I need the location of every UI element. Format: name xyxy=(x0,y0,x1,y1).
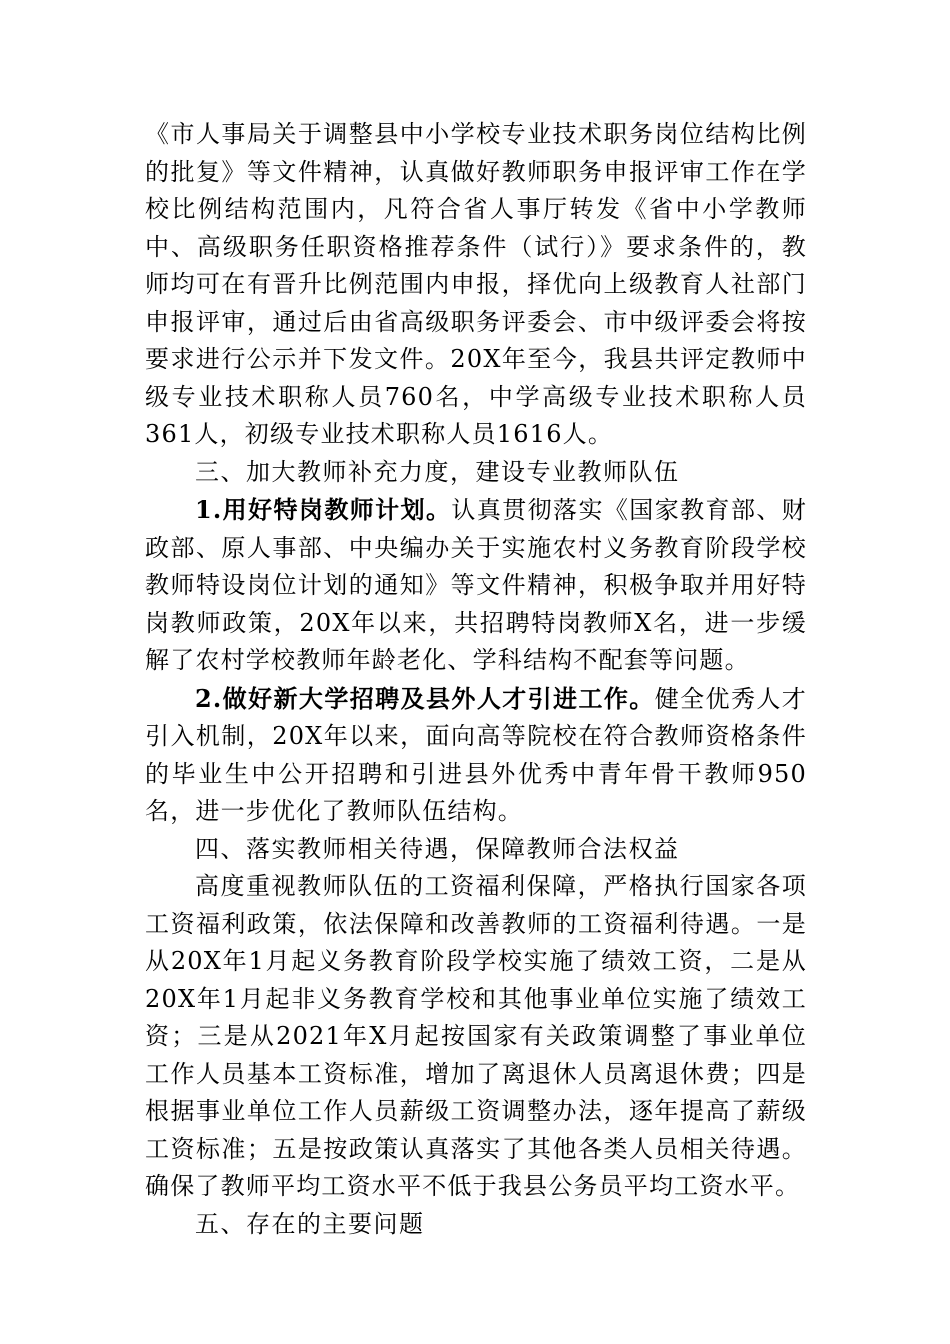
body-paragraph-1: 《市人事局关于调整县中小学校专业技术职务岗位结构比例的批复》等文件精神，认真做好教师职务申报评审工作在学校比例结构范围内，凡符合省人事厅转发《省中小学教师中、高级职务任职资格推荐条件（试行）》要求条件的，教师均可在有晋升比例范围内申报，择优向上级教育人社部门申报评审，通过后由省高级职务评委会、市中级评委会将按要求进行公示并下发文件。20X年至今，我县共评定教师中级专业技术职称人员760名，中学高级专业技术职称人员361人，初级专业技术职称人员1616人。 xyxy=(145,120,807,448)
body-paragraph-2 xyxy=(145,491,807,680)
section-heading-5: 五、存在的主要问题 xyxy=(195,1209,425,1238)
paragraph-text-3: 健全优秀人才引入机制，20X年以来，面向高等院校在符合教师资格条件的毕业生中公开招聘和引进县外优秀中青年骨干教师950名，进一步优化了教师队伍结构。 xyxy=(145,684,807,825)
document-body xyxy=(145,116,807,1243)
section-heading-4: 四、落实教师相关待遇，保障教师合法权益 xyxy=(195,834,680,863)
paragraph-lead-3: 2.做好新大学招聘及县外人才引进工作。 xyxy=(195,683,655,713)
paragraph-lead-2: 1.用好特岗教师计划。 xyxy=(195,495,452,524)
body-paragraph-3 xyxy=(145,680,807,831)
body-paragraph-4: 高度重视教师队伍的工资福利保障，严格执行国家各项工资福利政策，依法保障和改善教师的工资福利待遇。一是从20X年1月起义务教育阶段学校实施了绩效工资，二是从20X年1月起非义务教育学校和其他事业单位实施了绩效工资；三是从2021年X月起按国家有关政策调整了事业单位工作人员基本工资标准，增加了离退休人员离退休费；四是根据事业单位工作人员薪级工资调整办法，逐年提高了薪级工资标准；五是按政策认真落实了其他各类人员相关待遇。确保了教师平均工资水平不低于我县公务员平均工资水平。 xyxy=(145,872,807,1200)
paragraph-text-2: 认真贯彻落实《国家教育部、财政部、原人事部、中央编办关于实施农村义务教育阶段学校教师特设岗位计划的通知》等文件精神，积极争取并用好特岗教师政策，20X年以来，共招聘特岗教师X名，进一步缓解了农村学校教师年龄老化、学科结构不配套等问题。 xyxy=(145,496,807,674)
section-heading-3: 三、加大教师补充力度，建设专业教师队伍 xyxy=(195,457,680,486)
